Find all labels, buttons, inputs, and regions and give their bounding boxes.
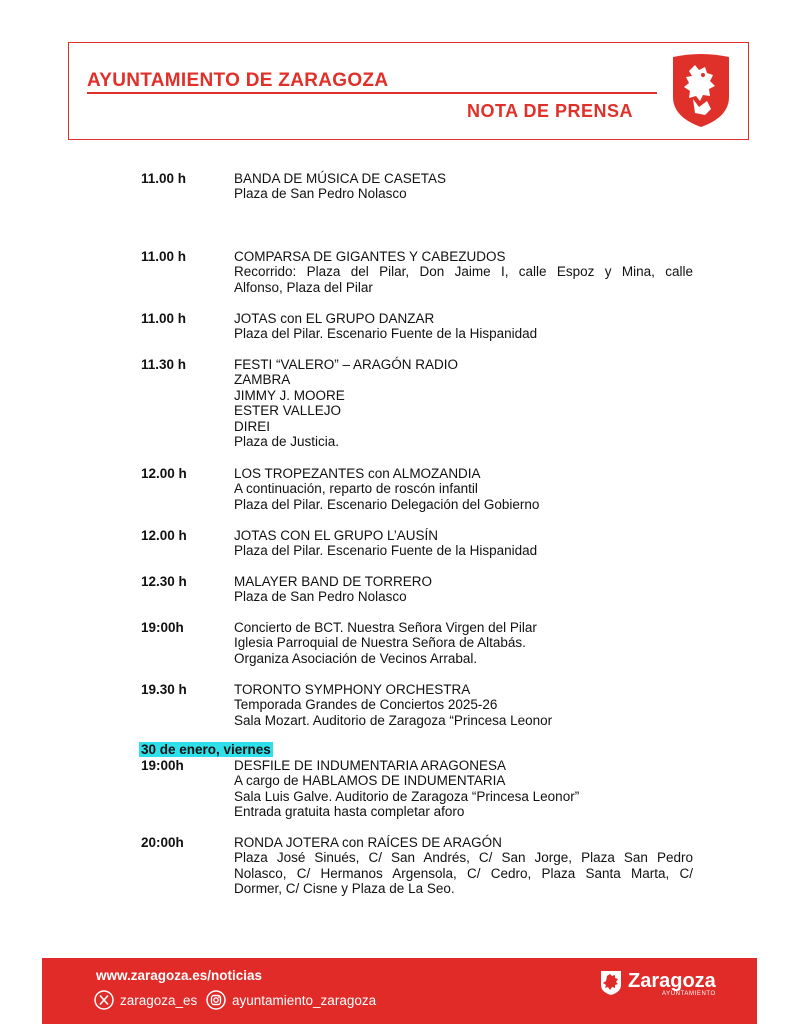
news-link[interactable]: www.zaragoza.es/noticias (96, 968, 263, 983)
instagram-handle: ayuntamiento_zaragoza (232, 992, 377, 1008)
event-time: 19:00h (141, 620, 184, 635)
date-heading: 30 de enero, viernes (141, 742, 271, 757)
footer-bar (42, 958, 757, 1024)
event-detail: Sala Mozart. Auditorio de Zaragoza “Princesa Leonor (234, 712, 553, 728)
brand-subtitle: AYUNTAMIENTO (661, 991, 716, 997)
org-title: AYUNTAMIENTO DE ZARAGOZA (87, 70, 389, 91)
event-detail: Plaza del Pilar. Escenario Fuente de la Hispanidad (234, 543, 538, 559)
event-detail: Entrada gratuita hasta completar aforo (234, 804, 465, 820)
x-account-link[interactable] (94, 990, 197, 1010)
event-detail: Dormer, C/ Cisne y Plaza de La Seo. (234, 881, 455, 897)
event-title: MALAYER BAND DE TORRERO (234, 574, 433, 589)
event-time: 11.00 h (141, 171, 187, 186)
event-title: FESTI “VALERO” – ARAGÓN RADIO (234, 357, 459, 372)
x-logo-icon (94, 990, 114, 1010)
event-detail: Plaza de Justicia. (234, 434, 340, 450)
event-detail: Organiza Asociación de Vecinos Arrabal. (234, 650, 478, 666)
event-title: JOTAS CON EL GRUPO L’AUSÍN (234, 528, 439, 543)
event-detail: Sala Luis Galve. Auditorio de Zaragoza “Princesa Leonor” (234, 788, 580, 804)
event-title: BANDA DE MÚSICA DE CASETAS (234, 171, 447, 186)
event-title: Concierto de BCT. Nuestra Señora Virgen del Pilar (234, 620, 537, 635)
event-detail: Plaza de San Pedro Nolasco (234, 186, 407, 202)
event-detail: Plaza del Pilar. Escenario Delegación del Gobierno (234, 496, 540, 512)
event-detail: JIMMY J. MOORE (234, 387, 345, 403)
event-detail: DIREI (234, 418, 271, 434)
doc-type-title: NOTA DE PRENSA (467, 101, 634, 121)
event-detail: Plaza José Sinués, C/ San Andrés, C/ San Jorge, Plaza San Pedro (234, 850, 693, 866)
event-detail: Temporada Grandes de Conciertos 2025-26 (234, 697, 498, 713)
event-title: TORONTO SYMPHONY ORCHESTRA (234, 682, 471, 697)
header-divider (87, 92, 657, 94)
event-title: COMPARSA DE GIGANTES Y CABEZUDOS (234, 249, 506, 264)
instagram-account-link[interactable] (206, 990, 376, 1010)
event-time: 12.00 h (141, 466, 187, 481)
instagram-icon (206, 990, 226, 1010)
event-detail: Plaza de San Pedro Nolasco (234, 589, 407, 605)
event-detail: A continuación, reparto de roscón infantil (234, 481, 478, 497)
event-title: RONDA JOTERA con RAÍCES DE ARAGÓN (234, 835, 502, 850)
event-detail: Recorrido: Plaza del Pilar, Don Jaime I, calle Espoz y Mina, calle (234, 264, 693, 280)
event-time: 20:00h (141, 835, 184, 850)
event-time: 19:00h (141, 758, 184, 773)
event-time: 19.30 h (141, 682, 187, 697)
event-detail: Nolasco, C/ Hermanos Argensola, C/ Cedro, Plaza Santa Marta, C/ (234, 865, 693, 881)
event-time: 11.00 h (141, 249, 187, 264)
press-header (68, 42, 749, 140)
event-detail: ESTER VALLEJO (234, 403, 342, 419)
x-handle: zaragoza_es (120, 992, 198, 1008)
event-detail: Iglesia Parroquial de Nuestra Señora de Altabás. (234, 635, 526, 651)
event-detail: A cargo de HABLAMOS DE INDUMENTARIA (234, 773, 506, 789)
event-time: 12.30 h (141, 574, 187, 589)
event-detail: Alfonso, Plaza del Pilar (234, 279, 373, 295)
event-time: 12.00 h (141, 528, 187, 543)
event-time: 11.00 h (141, 311, 187, 326)
event-detail: Plaza del Pilar. Escenario Fuente de la Hispanidad (234, 326, 538, 342)
brand-name: Zaragoza (628, 970, 716, 992)
zaragoza-lion-shield-icon (600, 970, 622, 996)
event-title: JOTAS con EL GRUPO DANZAR (234, 311, 435, 326)
zaragoza-lion-shield-icon (669, 53, 733, 129)
event-time: 11.30 h (141, 357, 187, 372)
event-detail: ZAMBRA (234, 372, 291, 388)
event-title: LOS TROPEZANTES con ALMOZANDIA (234, 466, 481, 481)
brand-logo (600, 970, 716, 997)
event-title: DESFILE DE INDUMENTARIA ARAGONESA (234, 758, 507, 773)
